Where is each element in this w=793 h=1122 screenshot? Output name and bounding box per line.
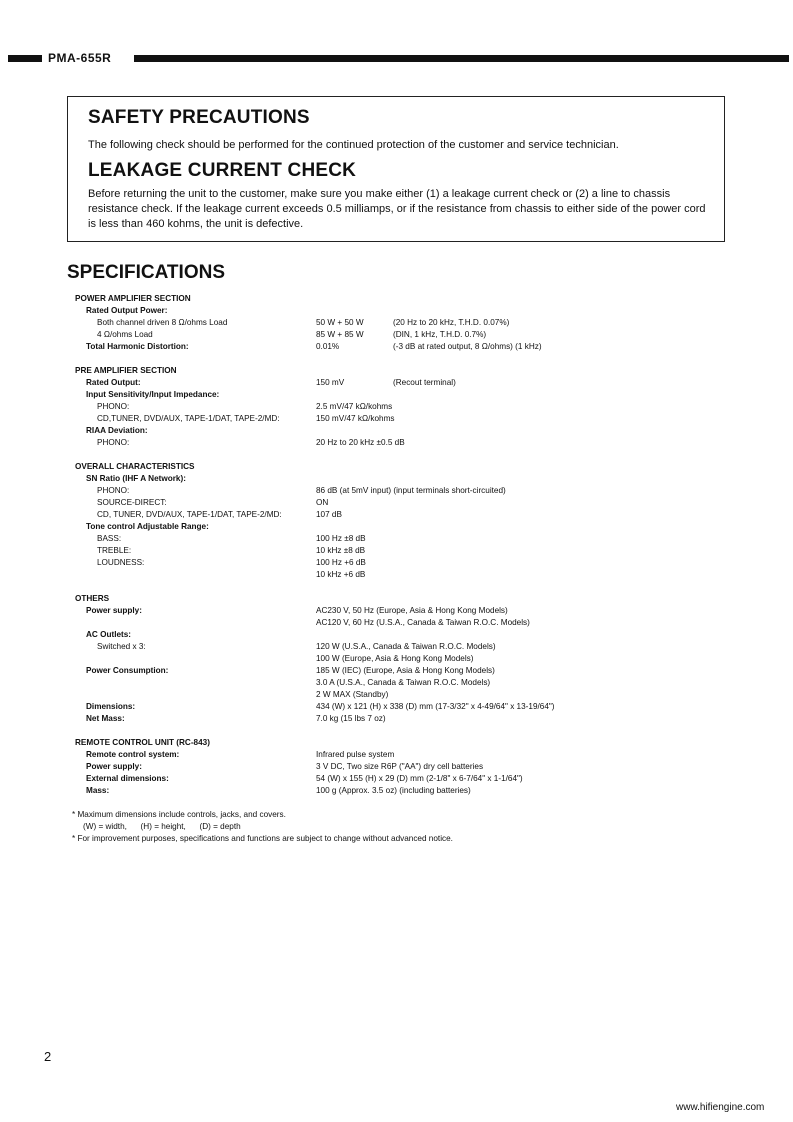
- spec-value: 100 Hz +6 dB: [316, 558, 366, 567]
- spec-value: 7.0 kg (15 lbs 7 oz): [316, 714, 386, 723]
- footnote-legend: (W) = width, (H) = height, (D) = depth: [83, 822, 241, 831]
- spec-label: Power Consumption:: [86, 666, 169, 675]
- spec-value: 86 dB (at 5mV input) (input terminals short-circuited): [316, 486, 506, 495]
- spec-value: 50 W + 50 W: [316, 318, 364, 327]
- spec-label: PHONO:: [97, 486, 130, 495]
- spec-value: 150 mV: [316, 378, 345, 387]
- spec-label: Mass:: [86, 786, 110, 795]
- spec-label: CD,TUNER, DVD/AUX, TAPE-1/DAT, TAPE-2/MD:: [97, 414, 280, 423]
- spec-label: Both channel driven 8 Ω/ohms Load: [97, 318, 228, 327]
- spec-label: Tone control Adjustable Range:: [86, 522, 209, 531]
- spec-label: Input Sensitivity/Input Impedance:: [86, 390, 220, 399]
- spec-label: Rated Output Power:: [86, 306, 168, 315]
- footnote: * For improvement purposes, specifications and functions are subject to change without advanced notice.: [72, 834, 453, 843]
- spec-note: (-3 dB at rated output, 8 Ω/ohms) (1 kHz): [393, 342, 542, 351]
- spec-value: AC120 V, 60 Hz (U.S.A., Canada & Taiwan R.O.C. Models): [316, 618, 530, 627]
- spec-label: Net Mass:: [86, 714, 125, 723]
- spec-label: Rated Output:: [86, 378, 141, 387]
- page-number: 2: [44, 1049, 52, 1064]
- spec-label: SN Ratio (IHF A Network):: [86, 474, 186, 483]
- header-bar: [0, 51, 793, 65]
- spec-label: Dimensions:: [86, 702, 136, 711]
- spec-label: RIAA Deviation:: [86, 426, 148, 435]
- spec-value: 85 W + 85 W: [316, 330, 364, 339]
- spec-label: PHONO:: [97, 438, 130, 447]
- footer-url[interactable]: www.hifiengine.com: [676, 1102, 765, 1113]
- spec-value: 54 (W) x 155 (H) x 29 (D) mm (2-1/8" x 6-7/64" x 1-1/64"): [316, 774, 523, 783]
- spec-value: 100 Hz ±8 dB: [316, 534, 366, 543]
- spec-value: 0.01%: [316, 342, 340, 351]
- footnote: * Maximum dimensions include controls, jacks, and covers.: [72, 810, 286, 819]
- spec-value: 150 mV/47 kΩ/kohms: [316, 414, 395, 423]
- spec-label: Remote control system:: [86, 750, 180, 759]
- spec-value: 2.5 mV/47 kΩ/kohms: [316, 402, 393, 411]
- spec-value: 20 Hz to 20 kHz ±0.5 dB: [316, 438, 405, 447]
- safety-title: SAFETY PRECAUTIONS: [88, 107, 310, 128]
- section-heading: OTHERS: [75, 594, 110, 603]
- spec-label: PHONO:: [97, 402, 130, 411]
- spec-label: TREBLE:: [97, 546, 132, 555]
- spec-value: AC230 V, 50 Hz (Europe, Asia & Hong Kong Models): [316, 606, 508, 615]
- spec-label: AC Outlets:: [86, 630, 132, 639]
- spec-value: 3 V DC, Two size R6P ("AA") dry cell batteries: [316, 762, 484, 771]
- spec-value: Infrared pulse system: [316, 750, 395, 759]
- spec-note: (DIN, 1 kHz, T.H.D. 0.7%): [393, 330, 487, 339]
- specifications-title: SPECIFICATIONS: [67, 262, 225, 283]
- header-rule-right: [134, 55, 789, 62]
- spec-label: Switched x 3:: [97, 642, 146, 651]
- spec-label: LOUDNESS:: [97, 558, 145, 567]
- spec-label: Power supply:: [86, 762, 142, 771]
- spec-value: 3.0 A (U.S.A., Canada & Taiwan R.O.C. Models): [316, 678, 491, 687]
- spec-label: 4 Ω/ohms Load: [97, 330, 153, 339]
- spec-value: 100 g (Approx. 3.5 oz) (including batteries): [316, 786, 471, 795]
- safety-box: [67, 96, 725, 242]
- spec-value: 10 kHz ±8 dB: [316, 546, 366, 555]
- spec-value: 2 W MAX (Standby): [316, 690, 389, 699]
- spec-label: CD, TUNER, DVD/AUX, TAPE-1/DAT, TAPE-2/MD:: [97, 510, 282, 519]
- section-heading: OVERALL CHARACTERISTICS: [75, 462, 195, 471]
- spec-value: 10 kHz +6 dB: [316, 570, 366, 579]
- leakage-title: LEAKAGE CURRENT CHECK: [88, 160, 357, 181]
- spec-label: Power supply:: [86, 606, 142, 615]
- spec-label: External dimensions:: [86, 774, 169, 783]
- leakage-text: Before returning the unit to the customer, make sure you make either (1) a leakage current check or (2) a line to chassis resistance check. If the leakage current exceeds 0.5 milliamps, or if the resistance from chassis to either side of the power cord is less than 460 kohms, the unit is defective.: [88, 188, 706, 230]
- spec-value: 120 W (U.S.A., Canada & Taiwan R.O.C. Models): [316, 642, 496, 651]
- spec-label: Total Harmonic Distortion:: [86, 342, 189, 351]
- spec-value: 100 W (Europe, Asia & Hong Kong Models): [316, 654, 474, 663]
- spec-note: (20 Hz to 20 kHz, T.H.D. 0.07%): [393, 318, 510, 327]
- spec-label: SOURCE-DIRECT:: [97, 498, 167, 507]
- header-rule-left: [8, 55, 42, 62]
- spec-value: 185 W (IEC) (Europe, Asia & Hong Kong Models): [316, 666, 495, 675]
- spec-note: (Recout terminal): [393, 378, 456, 387]
- spec-label: BASS:: [97, 534, 122, 543]
- spec-value: ON: [316, 498, 329, 507]
- section-heading: REMOTE CONTROL UNIT (RC-843): [75, 738, 210, 747]
- section-heading: POWER AMPLIFIER SECTION: [75, 294, 191, 303]
- spec-value: 107 dB: [316, 510, 342, 519]
- model-name: PMA-655R: [48, 51, 112, 65]
- spec-value: 434 (W) x 121 (H) x 338 (D) mm (17-3/32" x 4-49/64" x 13-19/64"): [316, 702, 555, 711]
- safety-intro: The following check should be performed for the continued protection of the customer and service technician.: [88, 139, 619, 151]
- section-heading: PRE AMPLIFIER SECTION: [75, 366, 177, 375]
